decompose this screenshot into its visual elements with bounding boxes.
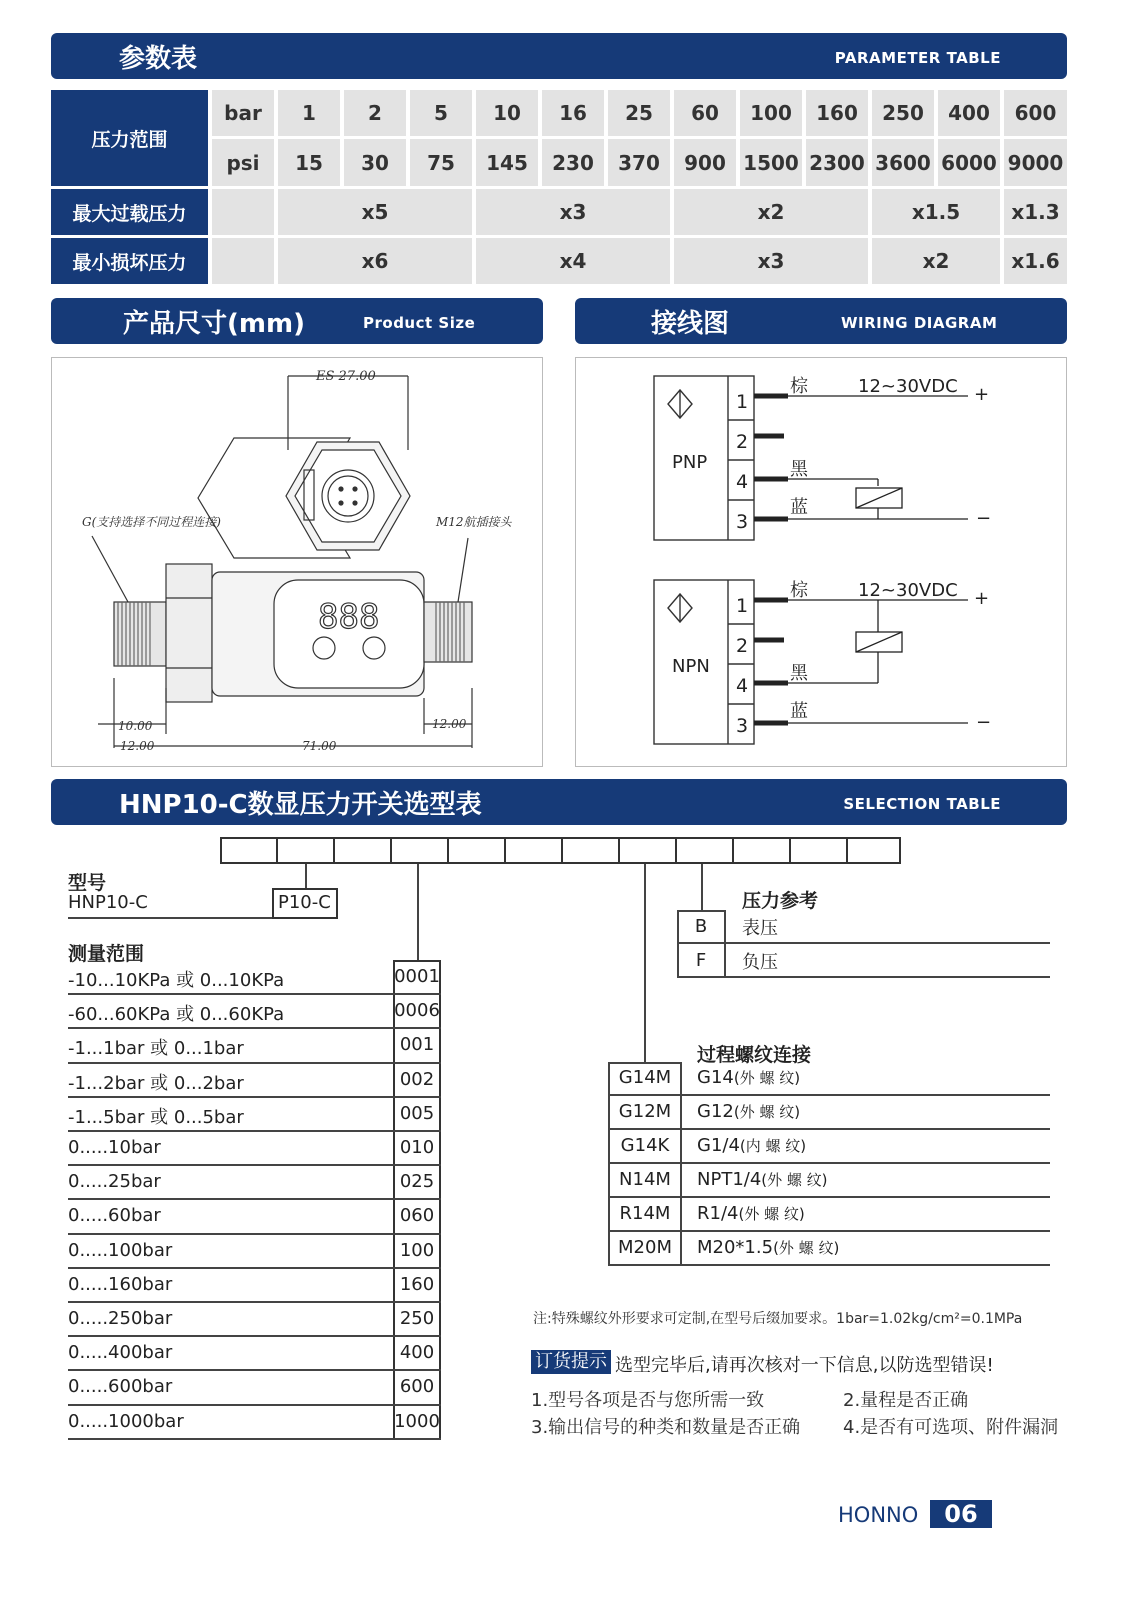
range-code: 060 bbox=[399, 1205, 435, 1227]
order-item-4: 4.是否有可选项、附件漏洞 bbox=[843, 1417, 1059, 1438]
pnp-pin-1: 1 bbox=[736, 391, 749, 413]
bar-value: 1 bbox=[278, 90, 340, 136]
npn-plus: + bbox=[974, 588, 990, 609]
overload-unit-blank bbox=[212, 189, 274, 235]
product-drawing bbox=[52, 358, 542, 766]
wiring-banner bbox=[575, 298, 1067, 344]
pnp-voltage: 12~30VDC bbox=[858, 376, 958, 397]
hex-side bbox=[166, 564, 212, 702]
range-label: 0.....400bar bbox=[68, 1342, 173, 1364]
range-row-line bbox=[68, 1438, 441, 1440]
overload-value: x3 bbox=[476, 189, 670, 235]
psi-value: 145 bbox=[476, 139, 538, 186]
damage-value: x2 bbox=[872, 238, 1000, 284]
thread-sub-label: (外 螺 纹) bbox=[738, 1205, 805, 1223]
range-label: 0.....60bar bbox=[68, 1205, 161, 1227]
thread-main-label: G14 bbox=[697, 1067, 734, 1088]
npn-pin-2: 2 bbox=[736, 635, 749, 657]
product-size-title-en: Product Size bbox=[363, 314, 476, 332]
thread-main bbox=[697, 1237, 839, 1258]
range-row-line bbox=[68, 1198, 441, 1200]
thread-main bbox=[697, 1101, 800, 1122]
thread-code: R14M bbox=[619, 1203, 671, 1224]
thread-top-border bbox=[608, 1062, 682, 1064]
wiring-diagram bbox=[576, 358, 1066, 766]
overload-value: x1.3 bbox=[1004, 189, 1067, 235]
range-code: 001 bbox=[399, 1034, 435, 1056]
bar-value: 60 bbox=[674, 90, 736, 136]
range-row-line bbox=[68, 1369, 441, 1371]
range-label: 0.....160bar bbox=[68, 1273, 173, 1295]
bar-value: 5 bbox=[410, 90, 472, 136]
damage-unit-blank bbox=[212, 238, 274, 284]
npn-minus: − bbox=[976, 712, 992, 733]
psi-value: 30 bbox=[344, 139, 406, 186]
psi-value: 900 bbox=[674, 139, 736, 186]
unit-bar: bar bbox=[212, 90, 274, 136]
thread-row-line bbox=[608, 1196, 1050, 1198]
bar-value: 600 bbox=[1004, 90, 1067, 136]
parameter-title-cn: 参数表 bbox=[119, 44, 198, 74]
bar-value: 16 bbox=[542, 90, 604, 136]
range-label: -60...60KPa 或 0...60KPa bbox=[68, 1004, 285, 1026]
psi-value: 9000 bbox=[1004, 139, 1067, 186]
ref-title: 压力参考 bbox=[742, 890, 819, 912]
dim-12-right-label: 12.00 bbox=[432, 717, 467, 731]
ref-code: B bbox=[694, 916, 708, 937]
thread-left-border bbox=[608, 1062, 610, 1266]
range-code: 002 bbox=[399, 1068, 435, 1090]
code-box bbox=[561, 837, 620, 864]
range-title: 测量范围 bbox=[68, 943, 145, 965]
npn-pin-1: 1 bbox=[736, 595, 749, 617]
thread-main bbox=[697, 1169, 828, 1190]
psi-value: 370 bbox=[608, 139, 670, 186]
order-badge: 订货提示 bbox=[531, 1350, 611, 1374]
button-right-drawing bbox=[363, 637, 385, 659]
page-number: 06 bbox=[930, 1500, 992, 1528]
thread-main bbox=[697, 1203, 805, 1224]
order-item-1: 1.型号各项是否与您所需一致 bbox=[531, 1390, 765, 1411]
pnp-pin-4: 4 bbox=[736, 471, 749, 493]
pnp-label: PNP bbox=[672, 452, 708, 473]
thread-code: G14K bbox=[620, 1135, 670, 1156]
model-underline bbox=[68, 917, 272, 919]
thread-row-line bbox=[608, 1230, 1050, 1232]
footer-brand: HONNO bbox=[838, 1503, 919, 1527]
selection-title-en: SELECTION TABLE bbox=[843, 795, 1001, 813]
pnp-pin-2: 2 bbox=[736, 431, 749, 453]
psi-value: 75 bbox=[410, 139, 472, 186]
range-label: 0.....25bar bbox=[68, 1171, 161, 1193]
range-row-line bbox=[68, 1267, 441, 1269]
psi-value: 3600 bbox=[872, 139, 934, 186]
range-row-line bbox=[68, 1233, 441, 1235]
parameter-title-en: PARAMETER TABLE bbox=[834, 49, 1001, 67]
ref-label: 表压 bbox=[742, 918, 778, 939]
thread-row-line bbox=[608, 1264, 1050, 1266]
range-label: 0.....10bar bbox=[68, 1137, 161, 1158]
wiring-title-cn: 接线图 bbox=[651, 309, 730, 339]
connector-range bbox=[417, 864, 419, 960]
pnp-pin-3: 3 bbox=[736, 511, 749, 533]
selection-banner bbox=[51, 779, 1067, 825]
damage-value: x4 bbox=[476, 238, 670, 284]
bar-value: 100 bbox=[740, 90, 802, 136]
dim-es-label: ES 27.00 bbox=[316, 369, 376, 384]
bar-value: 250 bbox=[872, 90, 934, 136]
range-code: 010 bbox=[399, 1137, 435, 1158]
range-code: 160 bbox=[399, 1273, 435, 1295]
wiring-title-en: WIRING DIAGRAM bbox=[841, 314, 998, 332]
range-label: -1...5bar 或 0...5bar bbox=[68, 1106, 244, 1128]
thread-main-label: G1/4 bbox=[697, 1135, 740, 1156]
pnp-minus: − bbox=[976, 508, 992, 529]
range-row-line bbox=[68, 1027, 441, 1029]
npn-brown: 棕 bbox=[790, 580, 808, 601]
range-label: 压力范围 bbox=[51, 90, 208, 186]
code-box bbox=[789, 837, 848, 864]
range-row-line bbox=[68, 1164, 441, 1166]
thread-code: N14M bbox=[619, 1169, 671, 1190]
npn-voltage: 12~30VDC bbox=[858, 580, 958, 601]
button-left-drawing bbox=[313, 637, 335, 659]
npn-pin-3: 3 bbox=[736, 715, 749, 737]
npn-pin-4: 4 bbox=[736, 675, 749, 697]
psi-value: 2300 bbox=[806, 139, 868, 186]
bar-value: 2 bbox=[344, 90, 406, 136]
thread-title: 过程螺纹连接 bbox=[697, 1044, 812, 1066]
range-label: 0.....100bar bbox=[68, 1239, 173, 1261]
psi-value: 6000 bbox=[938, 139, 1000, 186]
overload-value: x5 bbox=[278, 189, 472, 235]
thread-row-line bbox=[608, 1094, 1050, 1096]
thread-main bbox=[697, 1135, 806, 1156]
thread-sub-label: (外 螺 纹) bbox=[733, 1069, 801, 1087]
parameter-banner bbox=[51, 33, 1067, 79]
ref-top-border bbox=[677, 910, 725, 912]
range-row-line bbox=[68, 1096, 441, 1098]
range-label: -1...1bar 或 0...1bar bbox=[68, 1038, 244, 1060]
thread-sub-label: (外 螺 纹) bbox=[773, 1239, 840, 1257]
model-code: P10-C bbox=[278, 892, 331, 913]
model-title: 型号 bbox=[68, 872, 107, 894]
range-code: 005 bbox=[399, 1102, 435, 1124]
range-row-line bbox=[68, 1404, 441, 1406]
display-digits: 888 bbox=[318, 597, 380, 637]
bar-value: 10 bbox=[476, 90, 538, 136]
npn-label: NPN bbox=[672, 656, 710, 677]
thread-row-line bbox=[608, 1162, 1050, 1164]
range-row-line bbox=[68, 1062, 441, 1064]
bar-value: 160 bbox=[806, 90, 868, 136]
code-box bbox=[732, 837, 791, 864]
thread-main-label: NPT1/4 bbox=[697, 1169, 762, 1190]
order-text: 选型完毕后,请再次核对一下信息,以防选型错误! bbox=[615, 1355, 994, 1376]
range-code: 0001 bbox=[394, 966, 440, 987]
thread-code-divider bbox=[680, 1062, 682, 1266]
range-row-line bbox=[68, 993, 441, 995]
thread-main-label: R1/4 bbox=[697, 1203, 739, 1224]
range-code: 025 bbox=[399, 1171, 435, 1193]
code-box bbox=[390, 837, 449, 864]
damage-value: x1.6 bbox=[1004, 238, 1067, 284]
product-drawing-panel bbox=[51, 357, 543, 767]
thread-row-line bbox=[608, 1128, 1050, 1130]
range-code: 250 bbox=[399, 1308, 435, 1329]
code-box bbox=[846, 837, 901, 864]
pnp-brown: 棕 bbox=[790, 376, 808, 397]
code-box bbox=[675, 837, 734, 864]
bar-value: 400 bbox=[938, 90, 1000, 136]
note-text: 注:特殊螺纹外形要求可定制,在型号后缀加要求。1bar=1.02kg/cm²=0.1MPa bbox=[533, 1311, 1023, 1327]
dim-71-label: 71.00 bbox=[302, 739, 337, 753]
thread-sub-label: (外 螺 纹) bbox=[733, 1103, 801, 1121]
thread-sub-label: (外 螺 纹) bbox=[761, 1171, 828, 1189]
code-box bbox=[333, 837, 392, 864]
thread-main-label: G12 bbox=[697, 1101, 734, 1122]
unit-psi: psi bbox=[212, 139, 274, 186]
thread-code: G12M bbox=[618, 1101, 672, 1122]
code-box bbox=[276, 837, 335, 864]
pnp-blue: 蓝 bbox=[790, 497, 808, 518]
pnp-plus: + bbox=[974, 384, 990, 405]
overload-label: 最大过载压力 bbox=[51, 189, 208, 235]
thread-main-label: M20*1.5 bbox=[697, 1237, 774, 1258]
overload-value: x1.5 bbox=[872, 189, 1000, 235]
npn-blue: 蓝 bbox=[790, 701, 808, 722]
psi-value: 230 bbox=[542, 139, 604, 186]
range-label: 0.....600bar bbox=[68, 1376, 173, 1398]
dim-12-left-label: 12.00 bbox=[120, 739, 155, 753]
range-label: -10...10KPa 或 0...10KPa bbox=[68, 970, 285, 991]
label-g-connection: G(支持选择不同过程连接) bbox=[82, 515, 221, 529]
range-code: 600 bbox=[399, 1376, 435, 1398]
range-label: -1...2bar 或 0...2bar bbox=[68, 1072, 244, 1094]
damage-value: x6 bbox=[278, 238, 472, 284]
damage-label: 最小损坏压力 bbox=[51, 238, 208, 284]
thread-main bbox=[697, 1067, 800, 1088]
range-label: 0.....250bar bbox=[68, 1308, 173, 1329]
overload-value: x2 bbox=[674, 189, 868, 235]
code-box bbox=[220, 837, 278, 864]
product-size-banner bbox=[51, 298, 543, 344]
code-box bbox=[618, 837, 677, 864]
model-name: HNP10-C bbox=[68, 892, 148, 913]
code-box bbox=[447, 837, 506, 864]
dim-10-label: 10.00 bbox=[118, 719, 153, 733]
range-code: 400 bbox=[399, 1342, 435, 1364]
thread-sub-label: (内 螺 纹) bbox=[739, 1137, 807, 1155]
connector-thread bbox=[644, 864, 646, 1062]
damage-value: x3 bbox=[674, 238, 868, 284]
range-row-line bbox=[68, 1130, 441, 1132]
bar-value: 25 bbox=[608, 90, 670, 136]
thread-code: M20M bbox=[618, 1237, 672, 1258]
order-item-3: 3.输出信号的种类和数量是否正确 bbox=[531, 1417, 801, 1438]
selection-title-cn: HNP10-C数显压力开关选型表 bbox=[119, 790, 482, 820]
wiring-panel bbox=[575, 357, 1067, 767]
ref-row-line bbox=[677, 942, 1050, 944]
ref-code: F bbox=[695, 950, 707, 971]
ref-label: 负压 bbox=[742, 952, 778, 973]
m12-connector-top bbox=[322, 470, 374, 522]
range-row-line bbox=[68, 1335, 441, 1337]
range-label: 0.....1000bar bbox=[68, 1410, 184, 1432]
psi-value: 1500 bbox=[740, 139, 802, 186]
pnp-black: 黑 bbox=[790, 459, 808, 480]
connector-ref bbox=[701, 864, 703, 912]
range-row-line bbox=[68, 1301, 441, 1303]
range-code: 0006 bbox=[394, 1000, 440, 1022]
thread-code: G14M bbox=[618, 1067, 672, 1088]
code-box bbox=[504, 837, 563, 864]
label-m12: M12航插接头 bbox=[436, 515, 512, 529]
connector-model bbox=[305, 864, 307, 888]
psi-value: 15 bbox=[278, 139, 340, 186]
order-item-2: 2.量程是否正确 bbox=[843, 1390, 969, 1411]
range-code: 1000 bbox=[394, 1410, 440, 1432]
range-code: 100 bbox=[399, 1239, 435, 1261]
ref-row-line bbox=[677, 976, 1050, 978]
npn-black: 黑 bbox=[790, 663, 808, 684]
product-size-title-cn: 产品尺寸(mm) bbox=[123, 309, 305, 339]
